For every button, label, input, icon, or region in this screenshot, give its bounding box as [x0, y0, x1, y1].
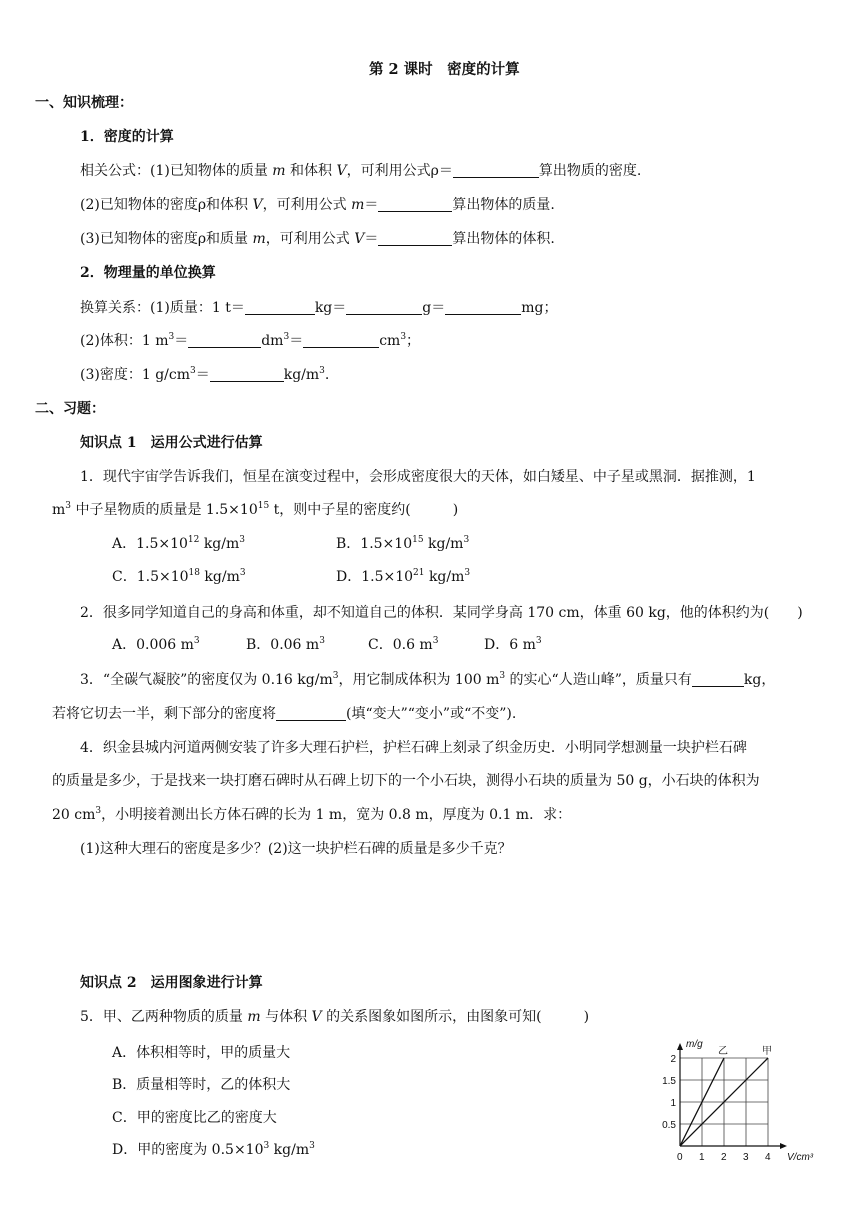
text: D．甲的密度为 0.5×10: [112, 1142, 264, 1158]
text: 20 cm: [52, 807, 96, 823]
text: g＝: [422, 300, 446, 316]
knowledge-point-2: 知识点 2 运用图象进行计算: [80, 975, 263, 991]
superscript: 3: [319, 636, 325, 646]
question-3-line-2: [52, 704, 516, 724]
question-4-line-4: (1)这种大理石的密度是多少？(2)这一块护栏石碑的质量是多少千克？: [80, 841, 512, 857]
text: D．6 m: [484, 637, 536, 653]
page-title: 第 2 课时 密度的计算: [369, 61, 520, 78]
mass-volume-chart: [655, 1033, 815, 1173]
question-4-line-3: [52, 805, 571, 825]
q1-option-b[interactable]: [336, 534, 469, 554]
superscript: 3: [239, 535, 245, 545]
superscript: 3: [189, 366, 196, 376]
q2-option-a[interactable]: [112, 635, 200, 655]
text: .: [324, 367, 330, 383]
text: kg/m: [199, 569, 240, 585]
question-2: 2．很多同学知道自己的身高和体重，却不知道自己的体积．某同学身高 170 cm，体重 60 kg，他的体积约为( ): [80, 605, 803, 621]
q1-option-a[interactable]: [112, 534, 245, 554]
x-tick-label: 3: [743, 1152, 749, 1163]
question-4-line-1: 4．织金县城内河道两侧安装了许多大理石护栏，护栏石碑上刻录了织金历史．小明同学想测量一块护栏石碑: [80, 740, 747, 756]
text: A．1.5×10: [112, 536, 188, 552]
x-axis-label: V/cm³: [787, 1152, 814, 1163]
text: 和体积: [285, 163, 337, 179]
var-m: m: [252, 231, 266, 247]
question-3-line-1: [80, 670, 775, 690]
text: B．1.5×10: [336, 536, 413, 552]
answer-blank[interactable]: [346, 300, 422, 315]
superscript: 3: [464, 568, 471, 578]
text: ＝: [364, 197, 379, 213]
text: ；: [406, 333, 421, 349]
var-v: V: [252, 197, 263, 213]
answer-blank[interactable]: [692, 672, 744, 687]
text: kg/m: [283, 367, 320, 383]
x-tick-label: 0: [677, 1152, 683, 1163]
series-label: 甲: [762, 1046, 772, 1057]
q5-option-c[interactable]: C．甲的密度比乙的密度大: [112, 1110, 277, 1126]
text: 与体积: [260, 1009, 312, 1025]
formula-line-3: [80, 229, 555, 249]
text: kg/m: [423, 536, 464, 552]
superscript: 3: [263, 1141, 270, 1151]
text: ＝: [364, 231, 379, 247]
text: (填“变大”“变小”或“不变”).: [346, 706, 517, 722]
y-tick-label: 1: [670, 1098, 676, 1109]
text: mg；: [521, 300, 558, 316]
density-conversion-line: [80, 365, 329, 385]
y-tick-label: 0.5: [662, 1120, 676, 1131]
text: kg＝: [314, 300, 347, 316]
knowledge-point-1: 知识点 1 运用公式进行估算: [80, 435, 263, 451]
section-exercises-heading: 二、习题：: [35, 401, 105, 417]
q2-option-c[interactable]: [368, 635, 438, 655]
text: ＝: [174, 333, 189, 349]
var-v: V: [336, 163, 347, 179]
superscript: 12: [187, 535, 200, 545]
answer-blank[interactable]: [276, 706, 346, 721]
text: 算出物体的质量.: [452, 197, 555, 213]
superscript: 3: [400, 332, 407, 342]
answer-blank[interactable]: [303, 333, 379, 348]
text: B．0.06 m: [246, 637, 320, 653]
text: 的关系图象如图所示，由图象可知( ): [321, 1009, 590, 1025]
question-1-line-1: 1．现代宇宙学告诉我们，恒星在演变过程中，会形成密度很大的天体，如白矮星、中子星或黑洞．据推测，1: [80, 469, 756, 485]
text: 5．甲、乙两种物质的质量: [80, 1009, 248, 1025]
x-tick-label: 1: [699, 1152, 705, 1163]
text: ，可利用公式: [262, 197, 352, 213]
text: C．1.5×10: [112, 569, 189, 585]
x-axis-arrow: [780, 1143, 787, 1149]
text: ＝: [289, 333, 304, 349]
y-axis-label: m/g: [686, 1039, 703, 1050]
volume-conversion-line: [80, 331, 420, 351]
mass-conversion-line: [80, 298, 558, 318]
text: ，用它制成体积为 100 m: [338, 672, 500, 688]
text: 3．“全碳气凝胶”的密度仅为 0.16 kg/m: [80, 672, 333, 688]
text: 相关公式：(1)已知物体的质量: [80, 163, 273, 179]
var-m: m: [351, 197, 365, 213]
text: kg/m: [199, 536, 240, 552]
superscript: 3: [193, 636, 200, 646]
answer-blank[interactable]: [378, 231, 452, 246]
question-1-line-2: [52, 500, 458, 520]
series-label: 乙: [718, 1046, 728, 1057]
text: C．0.6 m: [368, 637, 433, 653]
answer-blank[interactable]: [378, 197, 452, 212]
var-m: m: [272, 163, 286, 179]
superscript: 3: [319, 366, 325, 376]
answer-blank[interactable]: [445, 300, 521, 315]
superscript: 18: [188, 568, 200, 578]
text: (2)已知物体的密度ρ和体积: [80, 197, 253, 213]
superscript: 3: [283, 332, 290, 342]
var-v: V: [311, 1009, 322, 1025]
text: 的实心“人造山峰”，质量只有: [505, 672, 692, 688]
answer-blank[interactable]: [453, 163, 539, 178]
q5-option-d[interactable]: [112, 1140, 315, 1160]
density-calc-heading: 1．密度的计算: [80, 129, 174, 145]
superscript: 3: [432, 636, 439, 646]
unit-conversion-heading: 2．物理量的单位换算: [80, 265, 216, 281]
var-v: V: [354, 231, 365, 247]
superscript: 3: [239, 568, 246, 578]
q5-option-b[interactable]: B．质量相等时，乙的体积大: [112, 1077, 291, 1093]
x-tick-label: 2: [721, 1152, 727, 1163]
q1-option-c[interactable]: [112, 567, 246, 587]
text: 若将它切去一半，剩下部分的密度将: [52, 706, 276, 722]
text: ，可利用公式: [265, 231, 355, 247]
superscript: 3: [535, 636, 542, 646]
text: 算出物质的密度.: [538, 163, 642, 179]
section-knowledge-heading: 一、知识梳理：: [35, 95, 133, 111]
q5-option-a[interactable]: A．体积相等时，甲的质量大: [112, 1045, 291, 1061]
x-tick-label: 4: [765, 1152, 771, 1163]
y-tick-label: 1.5: [662, 1076, 676, 1087]
superscript: 3: [499, 671, 506, 681]
answer-blank[interactable]: [188, 333, 261, 348]
var-m: m: [247, 1009, 261, 1025]
text: dm: [261, 333, 284, 349]
superscript: 15: [412, 535, 424, 545]
text: ＝: [195, 367, 210, 383]
answer-blank[interactable]: [245, 300, 315, 315]
text: 中子星物质的质量是 1.5×10: [71, 502, 258, 518]
question-4-line-2: 的质量是多少，于是找来一块打磨石碑时从石碑上切下的一个小石块，测得小石块的质量为 50 g，小石块的体积为: [52, 773, 760, 789]
text: ，可利用公式ρ＝: [346, 163, 453, 179]
text: (3)已知物体的密度ρ和质量: [80, 231, 253, 247]
y-axis-arrow: [677, 1043, 683, 1050]
text: ，小明接着测出长方体石碑的长为 1 m，宽为 0.8 m，厚度为 0.1 m．求：: [101, 807, 572, 823]
question-5: [80, 1007, 589, 1027]
superscript: 3: [309, 1141, 315, 1151]
text: t，则中子星的密度约( ): [269, 502, 459, 518]
superscript: 3: [168, 332, 175, 342]
text: m: [52, 502, 66, 518]
superscript: 15: [257, 501, 270, 511]
superscript: 3: [65, 501, 72, 511]
superscript: 3: [332, 671, 339, 681]
q1-option-d[interactable]: [336, 567, 470, 587]
superscript: 3: [463, 535, 470, 545]
formula-line-2: [80, 195, 555, 215]
q2-option-b[interactable]: [246, 635, 325, 655]
text: D．1.5×10: [336, 569, 414, 585]
text: kg/m: [269, 1142, 310, 1158]
superscript: 21: [413, 568, 425, 578]
superscript: 3: [95, 806, 102, 816]
text: 算出物体的体积.: [452, 231, 555, 247]
text: kg，: [743, 672, 776, 688]
text: kg/m: [424, 569, 465, 585]
answer-blank[interactable]: [210, 367, 284, 382]
formula-line-1: [80, 161, 641, 181]
text: 换算关系：(1)质量：1 t＝: [80, 300, 245, 316]
y-tick-label: 2: [670, 1054, 676, 1065]
q2-option-d[interactable]: [484, 635, 542, 655]
text: (2)体积：1 m: [80, 333, 169, 349]
text: (3)密度：1 g/cm: [80, 367, 190, 383]
text: cm: [379, 333, 401, 349]
text: A．0.006 m: [112, 637, 194, 653]
